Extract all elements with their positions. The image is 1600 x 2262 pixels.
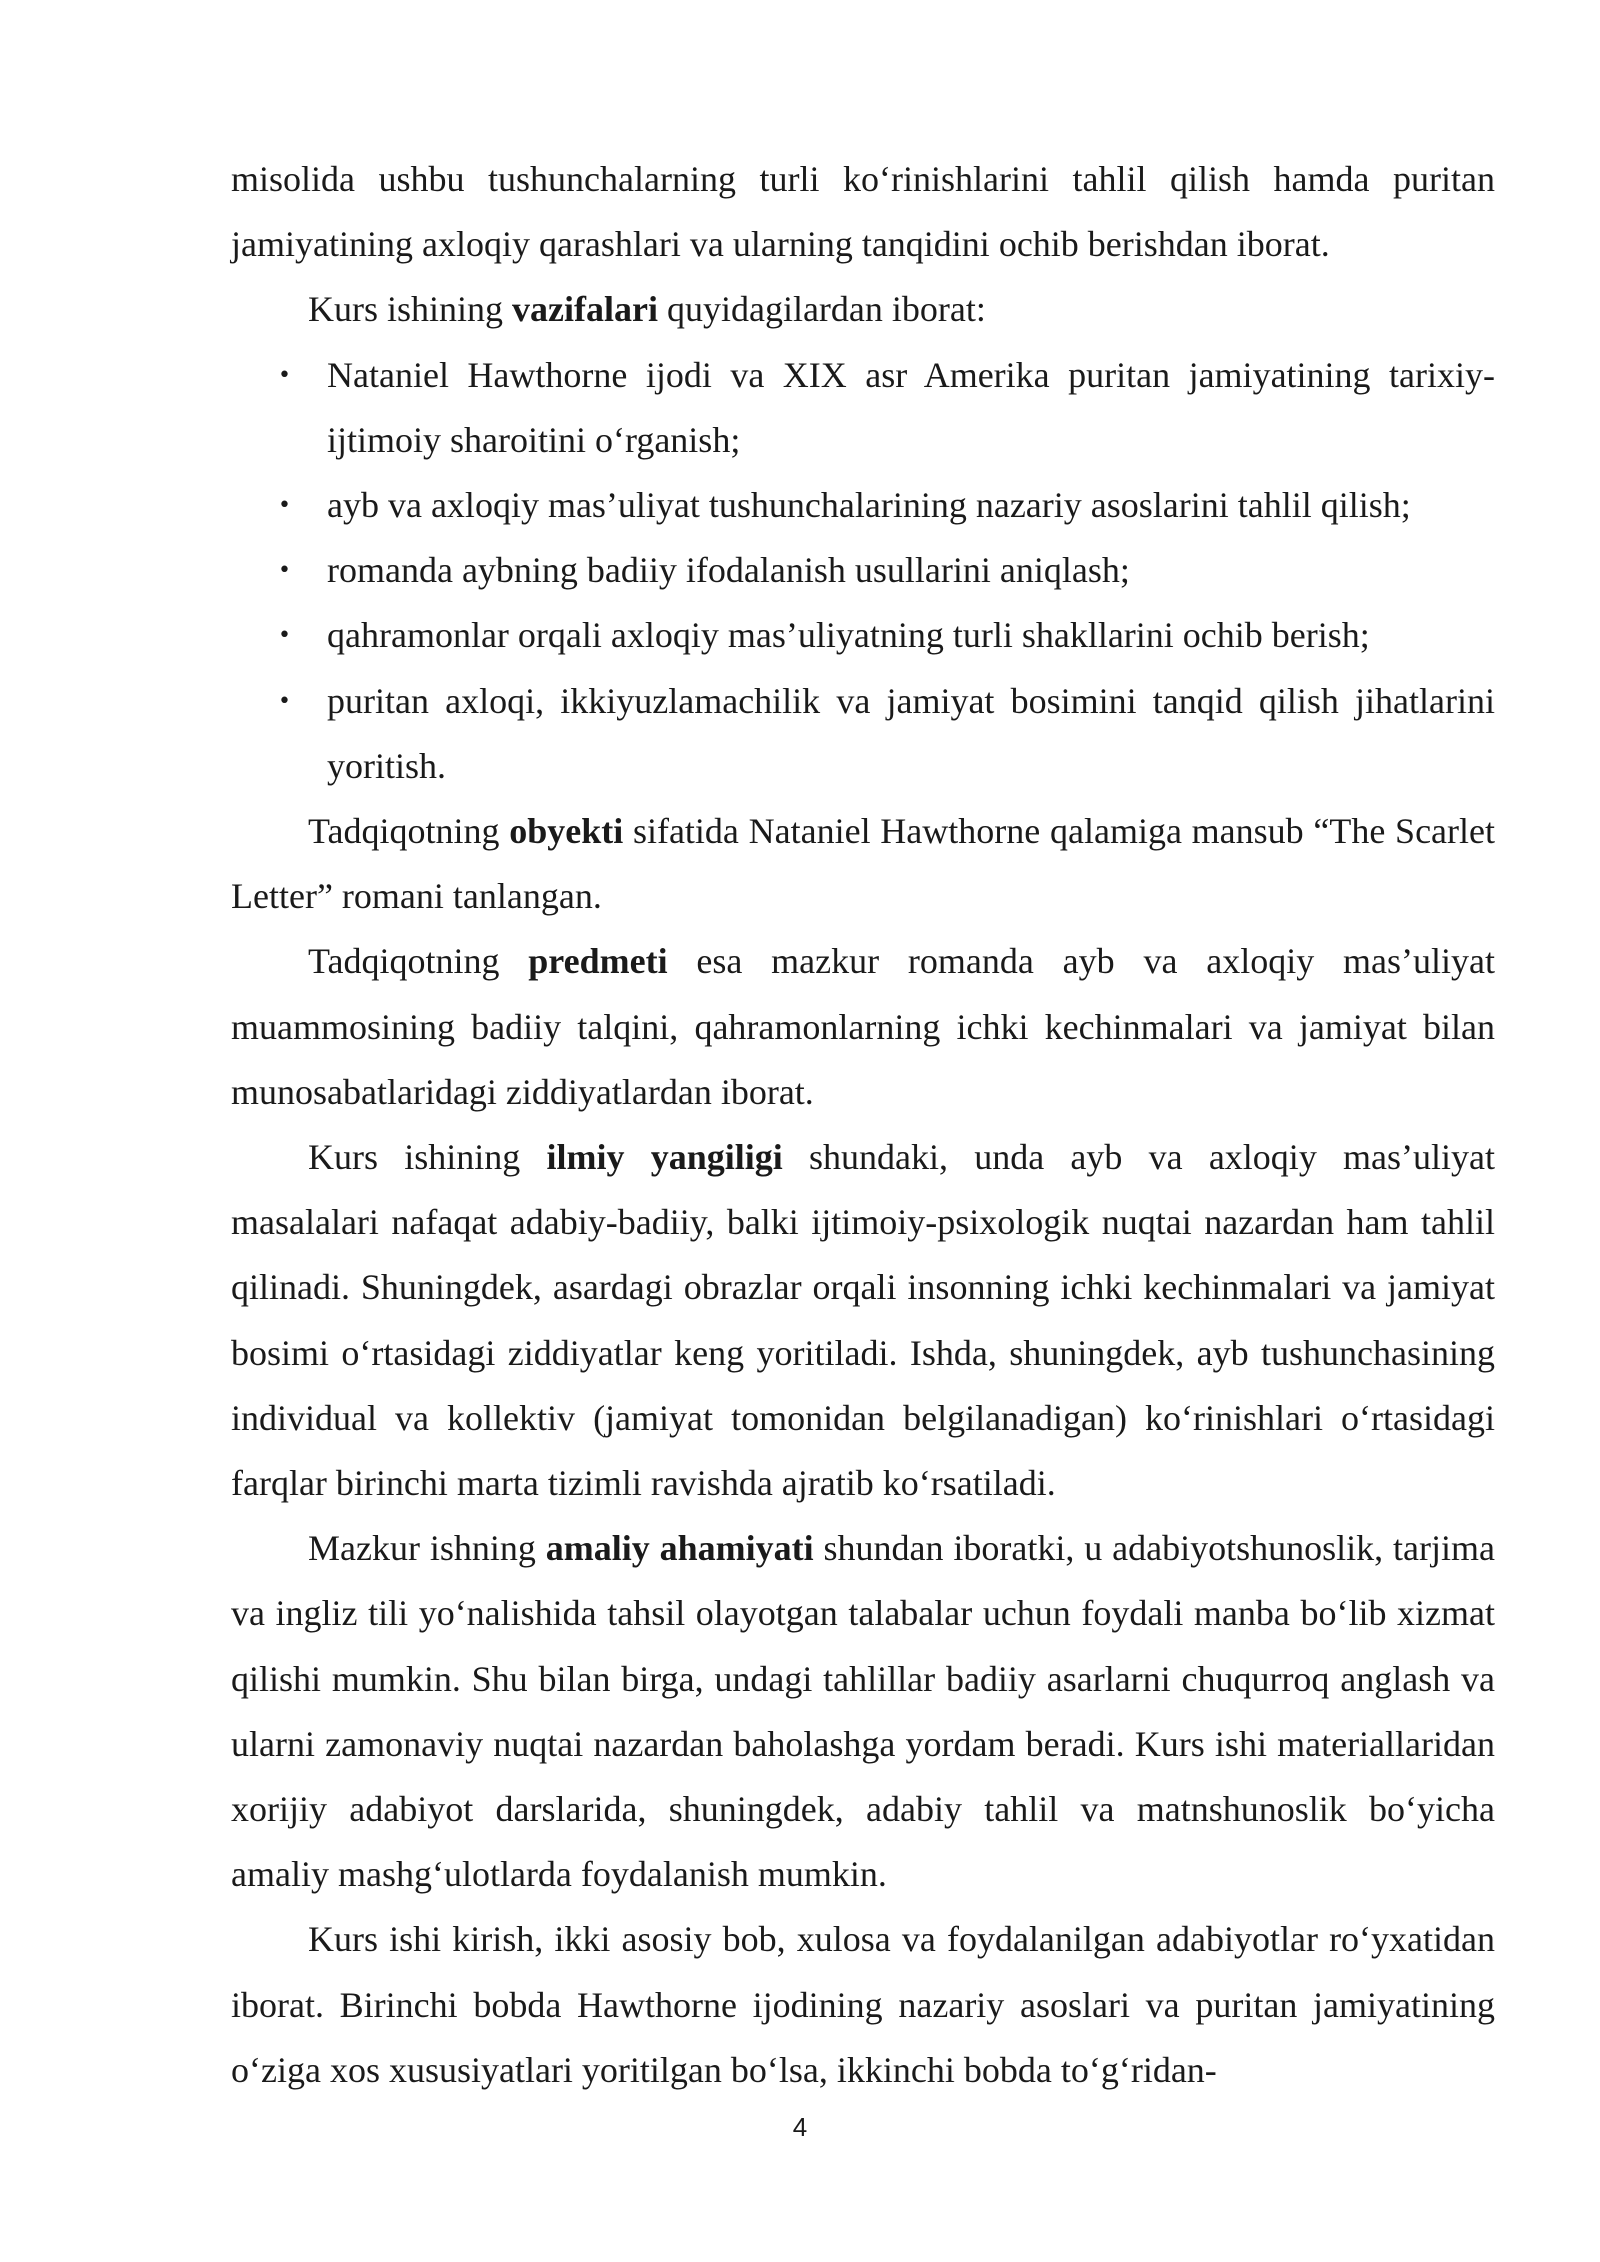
list-item-text: qahramonlar orqali axloqiy mas’uliyatning turli shakllarini ochib berish; [327,615,1370,656]
bullet-icon: • [278,558,291,584]
bullet-icon: • [278,362,291,388]
tasks-bullet-list [231,343,1495,799]
object-bold-term: obyekti [509,811,624,852]
object-paragraph [231,799,1495,929]
list-item [231,473,1495,538]
document-body [231,147,1495,2103]
structure-paragraph: Kurs ishi kirish, ikki asosiy bob, xulosa va foydalanilgan adabiyotlar ro‘yxatidan iborat. Birinchi bobda Hawthorne ijodining nazariy asoslari va puritan jamiyatining o‘ziga xos xususiyatlari yoritilgan bo‘lsa, ikkinchi bobda to‘g‘ridan- [231,1919,1495,2090]
novelty-tail-text: shundaki, unda ayb va axloqiy mas’uliyat masalalari nafaqat adabiy-badiiy, balki ijtimoiy-psixologik nuqtai nazardan ham tahlil qilinadi. Shuningdek, asardagi obrazlar orqali insonning ichki kechinmalari va jamiyat bosimi o‘rtasidagi ziddiyatlar keng yoritiladi. Ishda, shuningdek, ayb tushunchasining individual va kollektiv (jamiyat tomonidan belgilanadigan) ko‘rinishlari o‘rtasidagi farqlar birinchi marta tizimli ravishda ajratib ko‘rsatiladi. [231,1137,1496,1504]
subject-tail-text: esa mazkur romanda ayb va axloqiy mas’uliyat muammosining badiiy talqini, qahramonlarning ichki kechinmalari va jamiyat bilan munosabatlaridagi ziddiyatlardan iborat. [231,941,1496,1112]
object-tail-text: sifatida Nataniel Hawthorne qalamiga mansub “The Scarlet Letter” romani tanlangan. [231,811,1496,917]
significance-paragraph [231,1516,1495,1907]
significance-tail-text: shundan iboratki, u adabiyotshunoslik, tarjima va ingliz tili yo‘nalishida tahsil olayotgan talabalar uchun foydali manba bo‘lib xizmat qilishi mumkin. Shu bilan birga, undagi tahlillar badiiy asarlarni chuqurroq anglash va ularni zamonaviy nuqtai nazardan baholashga yordam beradi. Kurs ishi materiallaridan xorijiy adabiyot darslarida, shuningdek, adabiy tahlil va matnshunoslik bo‘yicha amaliy mashg‘ulotlarda foydalanish mumkin. [231,1528,1495,1895]
significance-bold-term: amaliy ahamiyati [545,1528,814,1569]
list-item [231,669,1495,799]
list-item-text: puritan axloqi, ikkiyuzlamachilik va jamiyat bosimini tanqid qilish jihatlarini yoritish. [327,680,1495,786]
list-item [231,538,1495,603]
bullet-icon: • [278,493,291,519]
list-item-text: Nataniel Hawthorne ijodi va XIX asr Amerika puritan jamiyatining tarixiy-ijtimoiy sharoitini o‘rganish; [327,354,1495,460]
bullet-icon: • [278,623,291,649]
tasks-bold-term: vazifalari [512,289,658,330]
tasks-tail-text: quyidagilardan iborat: [657,289,986,330]
novelty-lead-text: Kurs ishining [308,1137,547,1178]
list-item-text: romanda aybning badiiy ifodalanish usullarini aniqlash; [327,550,1130,591]
subject-bold-term: predmeti [528,941,668,982]
tasks-heading-paragraph [231,277,1495,342]
subject-paragraph [231,929,1495,1125]
list-item-text: ayb va axloqiy mas’uliyat tushunchalarining nazariy asoslarini tahlil qilish; [327,485,1411,526]
list-item [231,343,1495,473]
significance-lead-text: Mazkur ishning [308,1528,546,1569]
bullet-icon: • [278,688,291,714]
subject-lead-text: Tadqiqotning [308,941,529,982]
object-lead-text: Tadqiqotning [308,811,510,852]
novelty-bold-term: ilmiy yangiligi [546,1137,783,1178]
tasks-lead-text: Kurs ishining [308,289,513,330]
list-item [231,603,1495,668]
intro-paragraph: misolida ushbu tushunchalarning turli ko‘rinishlarini tahlil qilish hamda puritan jamiyatining axloqiy qarashlari va ularning tanqidini ochib berishdan iborat. [231,159,1495,265]
novelty-paragraph [231,1125,1495,1516]
page-number: 4 [792,2112,808,2142]
